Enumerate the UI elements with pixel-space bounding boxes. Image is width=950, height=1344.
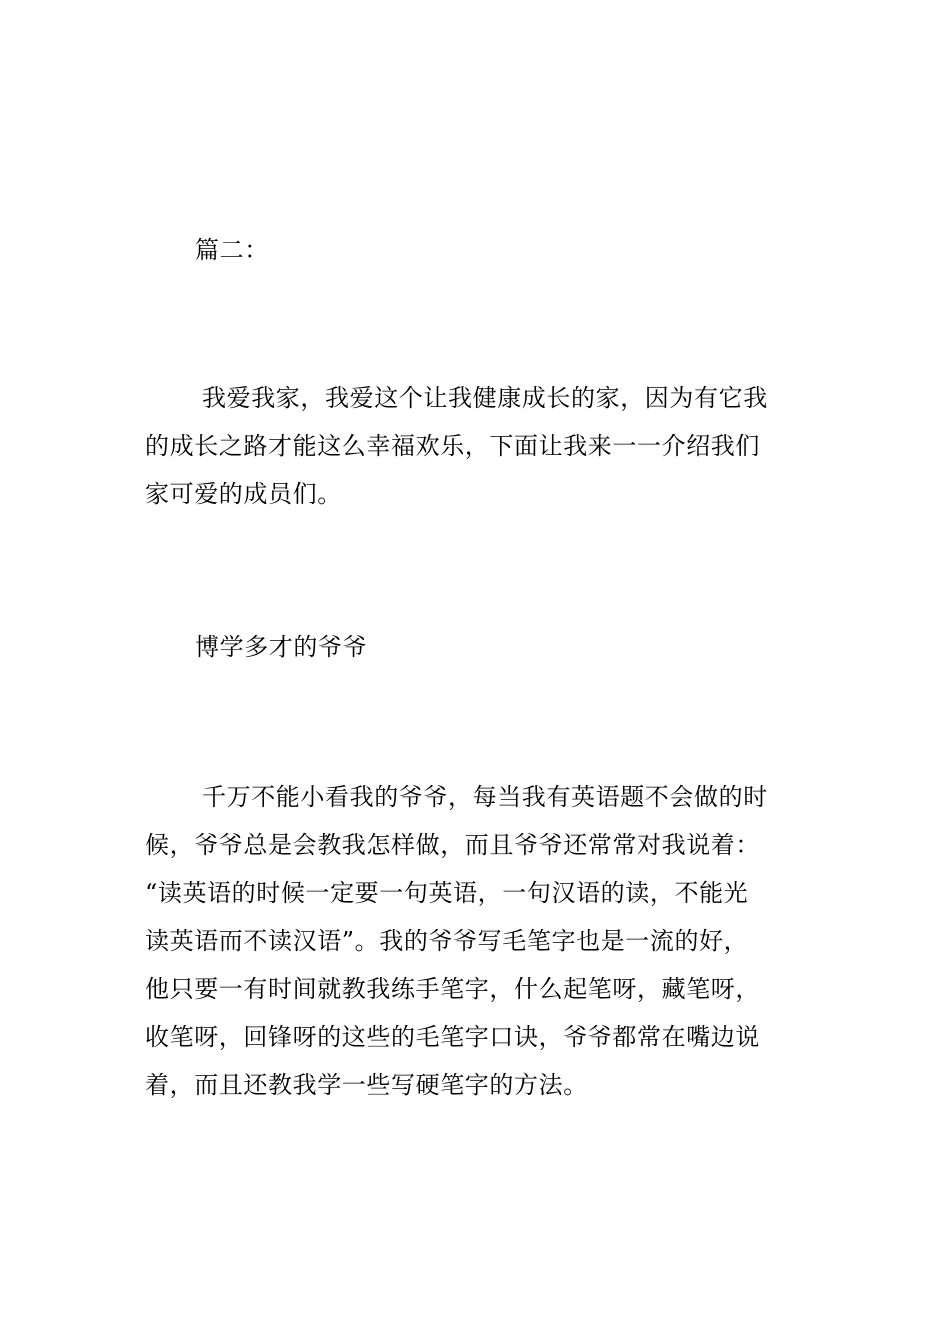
intro-line-2: 的成长之路才能这么幸福欢乐，下面让我来一一介绍我们: [145, 432, 760, 460]
grandpa-line-4: 读英语而不读汉语”。我的爷爷写毛笔字也是一流的好，: [145, 927, 749, 955]
intro-line-1: 我爱我家，我爱这个让我健康成长的家，因为有它我: [202, 384, 768, 412]
grandpa-line-7: 着，而且还教我学一些写硬笔字的方法。: [145, 1071, 588, 1099]
grandpa-line-1: 千万不能小看我的爷爷，每当我有英语题不会做的时: [202, 783, 768, 811]
section-label: 篇二：: [195, 236, 269, 264]
grandpa-line-3: “读英语的时候一定要一句英语，一句汉语的读，不能光: [145, 879, 749, 907]
grandpa-line-5: 他只要一有时间就教我练手笔字，什么起笔呀，藏笔呀，: [145, 975, 760, 1003]
grandpa-line-2: 候，爷爷总是会教我怎样做，而且爷爷还常常对我说着：: [145, 831, 760, 859]
grandpa-paragraph: [145, 773, 810, 1109]
grandpa-heading: 博学多才的爷爷: [195, 633, 368, 661]
intro-paragraph: [145, 374, 810, 518]
intro-line-3: 家可爱的成员们。: [145, 480, 342, 508]
grandpa-line-6: 收笔呀，回锋呀的这些的毛笔字口诀，爷爷都常在嘴边说: [145, 1023, 760, 1051]
